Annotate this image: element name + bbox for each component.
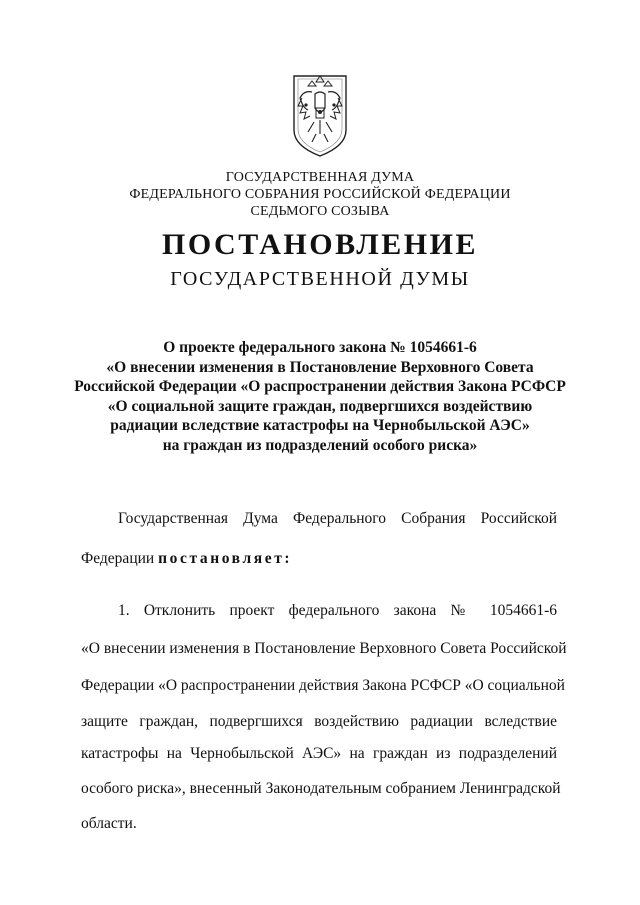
intro-line-2	[81, 550, 557, 568]
subject-line: радиации вследствие катастрофы на Чернобыльской АЭС»	[110, 417, 530, 434]
subject-line: на граждан из подразделений особого риска»	[162, 436, 478, 454]
org-line-2: ФЕДЕРАЛЬНОГО СОБРАНИЯ РОССИЙСКОЙ ФЕДЕРАЦИИ	[129, 187, 511, 202]
item-1-line: защите граждан, подвергшихся воздействию радиации вследствие	[81, 713, 557, 730]
resolution-verb: постановляет:	[158, 550, 293, 567]
document-subtitle: ГОСУДАРСТВЕННОЙ ДУМЫ	[170, 268, 470, 290]
russian-emblem-icon	[288, 72, 352, 160]
org-line-1: ГОСУДАРСТВЕННАЯ ДУМА	[225, 170, 415, 185]
intro-line-1: Государственная Дума Федерального Собрания Российской	[118, 510, 557, 527]
subject-block	[0, 338, 640, 455]
item-1-line: «О внесении изменения в Постановление Верховного Совета Российской	[81, 640, 567, 657]
item-1-line: 1. Отклонить проект федерального закона № 1054661-6	[118, 602, 557, 619]
subject-line: «О социальной защите граждан, подвергшихся воздействию	[107, 397, 533, 415]
org-line-3: СЕДЬМОГО СОЗЫВА	[250, 204, 390, 219]
item-1-line: особого риска», внесенный Законодательным собранием Ленинградской	[81, 780, 561, 797]
intro-line-2-start: Федерации	[81, 550, 159, 567]
item-1-line: Федерации «О распространении действия Закона РСФСР «О социальной	[81, 677, 565, 694]
item-1-line: области.	[81, 815, 137, 832]
subject-line: О проекте федерального закона № 1054661-6	[163, 339, 477, 356]
subject-line: Российской Федерации «О распространении действия Закона РСФСР	[74, 378, 566, 395]
item-1-line: катастрофы на Чернобыльской АЭС» на граждан из подразделений	[81, 745, 557, 762]
document-title: ПОСТАНОВЛЕНИЕ	[162, 228, 478, 261]
subject-line: «О внесении изменения в Постановление Верховного Совета	[106, 358, 534, 376]
